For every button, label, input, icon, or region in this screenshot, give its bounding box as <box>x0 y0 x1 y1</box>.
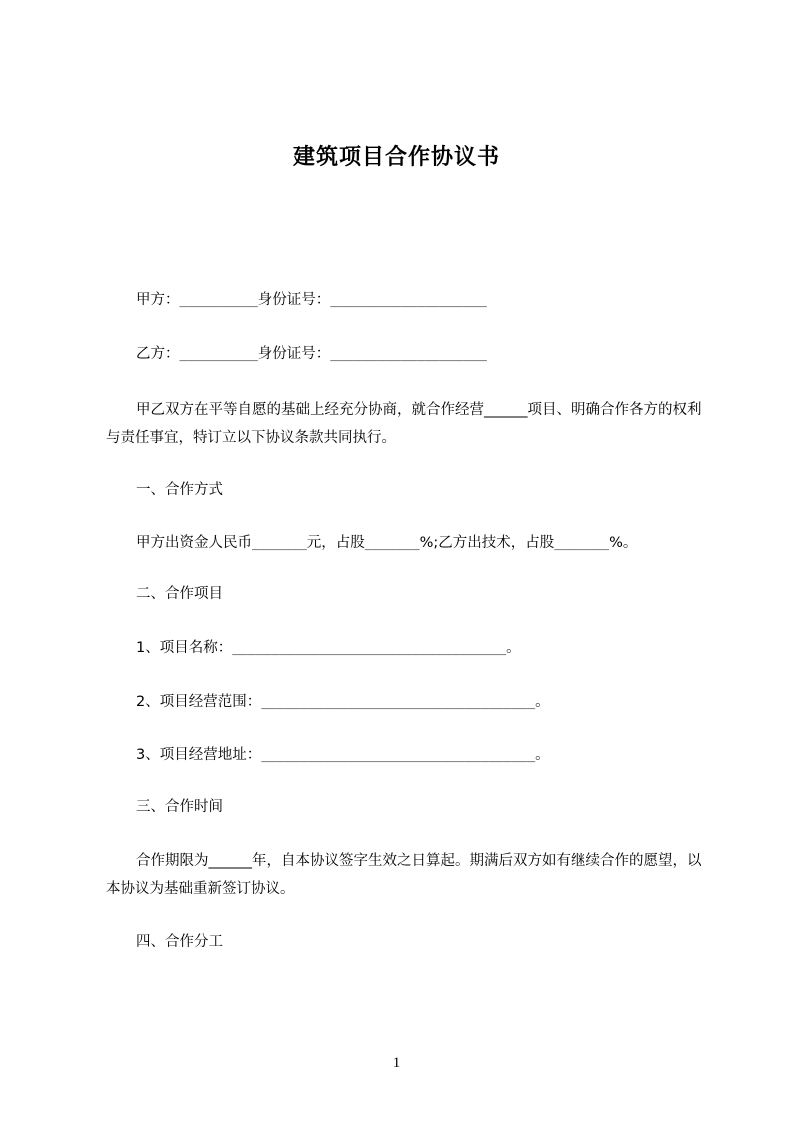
section1-text-4: %。 <box>609 535 638 551</box>
section1-blank-1: _______ <box>252 536 307 551</box>
section3-text: 合作期限为______年，自本协议签字生效之日算起。期满后双方如有继续合作的愿望，以本协议为基础重新签订协议。 <box>106 853 702 897</box>
project-address-label: 3、项目经营地址： <box>136 747 262 763</box>
project-scope-label: 2、项目经营范围： <box>136 694 262 710</box>
section1-blank-2: _______ <box>364 536 420 551</box>
party-a-line <box>136 286 736 315</box>
section3-paragraph <box>106 847 702 903</box>
project-name-line <box>136 634 736 663</box>
document-title: 建筑项目合作协议书 <box>292 145 500 170</box>
party-a-id-label: 身份证号： <box>257 292 331 308</box>
party-b-id-label: 身份证号： <box>257 346 331 362</box>
section2-heading: 二、合作项目 <box>136 586 223 602</box>
section1-text <box>136 529 736 558</box>
party-a-label: 甲方： <box>136 292 180 308</box>
section1-blank-3: _______ <box>554 536 610 551</box>
project-address-end: 。 <box>535 747 550 763</box>
project-name-end: 。 <box>506 640 521 656</box>
party-a-id-blank: ____________________ <box>330 293 487 308</box>
section1-text-2: 元，占股 <box>306 535 365 551</box>
section3-heading: 三、合作时间 <box>136 799 223 815</box>
party-b-label: 乙方： <box>136 346 180 362</box>
intro-text: 甲乙双方在平等自愿的基础上经充分协商，就合作经营______项目、明确合作各方的权利与责任事宜，特订立以下协议条款共同执行。 <box>106 402 702 446</box>
project-address-line <box>136 741 736 770</box>
page-number: 1 <box>392 1055 401 1071</box>
project-name-blank: ___________________________________ <box>232 641 507 656</box>
project-scope-line <box>136 688 736 717</box>
project-name-label: 1、项目名称： <box>136 640 233 656</box>
section4-heading: 四、合作分工 <box>136 934 223 950</box>
section1-heading: 一、合作方式 <box>136 482 223 498</box>
party-a-name-blank: __________ <box>179 293 258 308</box>
project-scope-blank: ___________________________________ <box>261 695 536 710</box>
project-address-blank: ___________________________________ <box>261 748 536 763</box>
section1-text-3: %;乙方出技术，占股 <box>419 535 555 551</box>
intro-paragraph <box>106 396 702 452</box>
section1-text-1: 甲方出资金人民币 <box>136 535 252 551</box>
project-scope-end: 。 <box>535 694 550 710</box>
party-b-name-blank: __________ <box>179 347 258 362</box>
party-b-id-blank: ____________________ <box>330 347 487 362</box>
party-b-line <box>136 340 736 369</box>
